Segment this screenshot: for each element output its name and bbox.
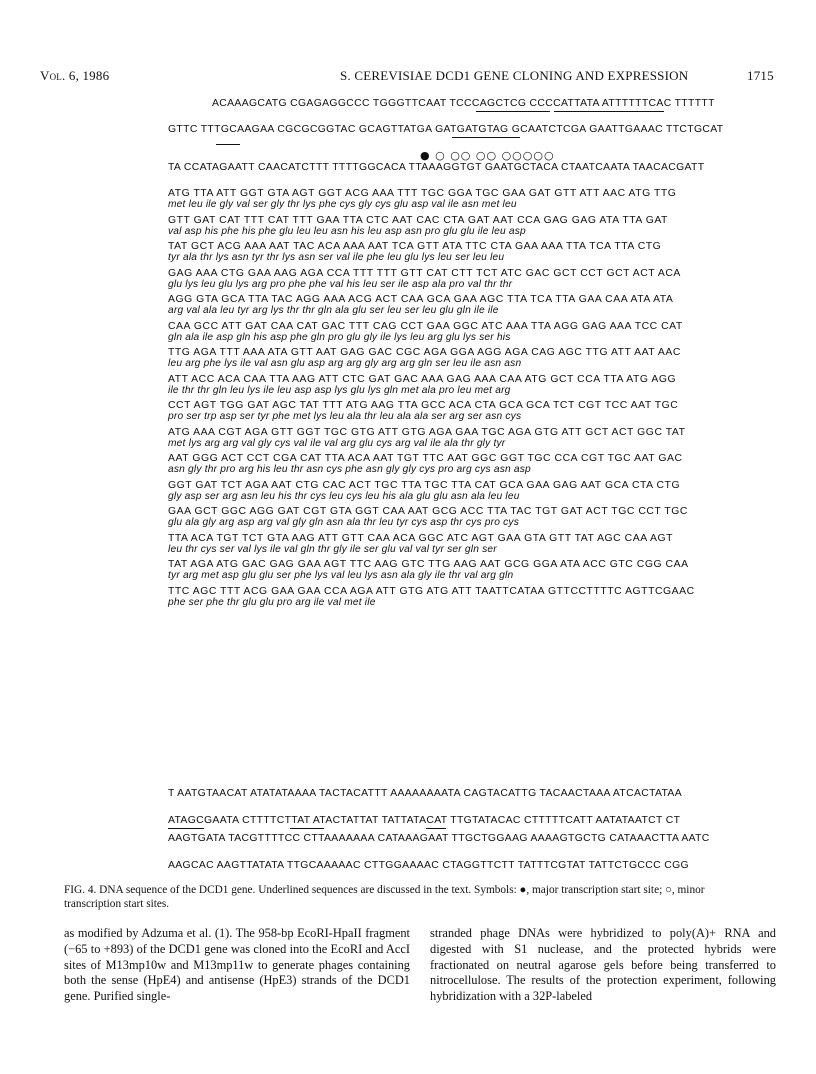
amino-acid-line: glu lys leu glu lys arg pro phe phe val his leu ser ile asp ala pro val thr thr (168, 278, 513, 290)
amino-acid-line: val asp his phe his phe glu leu leu asn his leu asp asn pro glu glu ile leu asp (168, 225, 526, 237)
underline-t-rich-1 (554, 111, 664, 112)
amino-acid-line: glu ala gly arg asp arg val gly gln asn ala thr leu tyr cys asp thr cys pro cys (168, 517, 520, 528)
amino-acid-line: tyr ala thr lys asn tyr thr lys asn ser val ile phe leu glu lys leu ser leu leu (168, 252, 505, 263)
codon-line: CAA GCC ATT GAT CAA CAT GAC TTT CAG CCT GAA GGC ATC AAA TTA AGG GAG AAA TCC CAT (168, 320, 683, 332)
running-header-volume: Vol. 6, 1986 (40, 68, 110, 83)
amino-acid-line: gly asp ser arg asn leu his thr cys leu cys leu his ala glu glu asn ala leu leu (168, 490, 520, 502)
codon-line: ATG TTA ATT GGT GTA AGT GGT ACG AAA TTT TGC GGA TGC GAA GAT GTT ATT AAC ATG TTG (168, 188, 677, 199)
downstream-seq-line-1: T AATGTAACAT ATATATAAAA TACTACATTT AAAAAAAATA CAGTACATTG TACAACTAAA ATCACTATAA (168, 788, 682, 799)
underline-downstream-2 (290, 828, 324, 829)
codon-line: AGG GTA GCA TTA TAC AGG AAA ACG ACT CAA GCA GAA AGC TTA TCA TTA GAA CAA ATA ATA (168, 294, 674, 305)
downstream-seq-line-4: AAGCAC AAGTTATATA TTGCAAAAAC CTTGGAAAAC CTAGGTTCTT TATTTCGTAT TATTCTGCCC CGG (168, 860, 689, 871)
underline-tata-box (476, 111, 550, 112)
downstream-seq-line-3: AAGTGATA TACGTTTTCC CTTAAAAAAA CATAAAGAAT TTGCTGGAAG AAAAGTGCTG CATAAACTTA AATC (168, 833, 710, 844)
amino-acid-line: phe ser phe thr glu glu pro arg ile val met ile (168, 596, 376, 608)
body-text-right: stranded phage DNAs were hybridized to poly(A)+ RNA and digested with S1 nuclease, and the protected hybrids were fractionated on neutral agarose gels before being transferred to nitrocellulose. The results of the protection experiment, following hybridization with a 32P-labeled (430, 926, 776, 1004)
amino-acid-line: tyr arg met asp glu glu ser phe lys val leu lys asn ala gly ile thr val arg gln (168, 570, 514, 581)
upstream-seq-line-2: GTTC TTTGCAAGAA CGCGCGGTAC GCAGTTATGA GATGATGTAG GCAATCTCGA GAATTGAAAC TTCTGCAT (168, 124, 724, 135)
caption-label: FIG. 4. (64, 884, 97, 896)
codon-line: TTG AGA TTT AAA ATA GTT AAT GAG GAC CGC AGA GGA AGG AGA CAG AGC TTG ATT AAT AAC (168, 347, 681, 358)
codon-line: TAT GCT ACG AAA AAT TAC ACA AAA AAT TCA GTT ATA TTC CTA GAA AAA TTA TCA TTA CTG (168, 241, 662, 252)
amino-acid-line: arg val ala leu tyr arg lys thr thr gln ala glu ser leu ser leu glu gln ile ile (168, 305, 499, 316)
page-number: 1715 (747, 68, 774, 83)
amino-acid-line: leu arg phe lys ile val asn glu asp arg arg gly arg arg gln ser leu ile asn asn (168, 358, 522, 369)
amino-acid-line: met lys arg arg val gly cys val ile val arg glu cys arg val ile ala thr gly tyr (168, 437, 506, 449)
downstream-seq-line-2: ATAGCGAATA CTTTTCTTAT ATACTATTAT TATTATACAT TTGTATACAC CTTTTTCATT AATATAATCT CT (168, 815, 681, 826)
amino-acid-line: met leu ile gly val ser gly thr lys phe cys gly cys glu asp val ile asn met leu (168, 199, 517, 210)
upstream-seq-line-3: TA CCATAGAATT CAACATCTTT TTTTGGCACA TTAAAGGTGT GAATGCTACA CTAATCAATA TAACACGATT (168, 162, 705, 173)
body-text-left: as modified by Adzuma et al. (1). The 958-bp EcoRI-HpaII fragment (−65 to +893) of the DCD1 gene was cloned into the EcoRI and AccI sites of M13mp10w and M13mp11w to generate phages containing both the sense (HpE4) and antisense (HpE3) strands of the DCD1 gene. Purified single- (64, 926, 410, 1004)
underline-downstream-1 (168, 828, 204, 829)
running-header-title: S. CEREVISIAE DCD1 GENE CLONING AND EXPRESSION (340, 68, 689, 83)
codon-line: ATT ACC ACA CAA TTA AAG ATT CTC GAT GAC AAA GAG AAA CAA ATG GCT CCA TTA ATG AGG (168, 373, 677, 385)
amino-acid-line: pro ser trp asp ser tyr phe met lys leu ala thr leu ala ala ser arg ser asn cys (168, 411, 522, 422)
upstream-seq-line-1: ACAAAGCATG CGAGAGGCCC TGGGTTCAAT TCCCAGCTCG CCCCATTATA ATTTTTTCAC TTTTTT (212, 98, 715, 109)
codon-line: GAA GCT GGC AGG GAT CGT GTA GGT CAA AAT GCG ACC TTA TAC TGT GAT ACT TGC CCT TGC (168, 506, 688, 517)
codon-line: ATG AAA CGT AGA GTT GGT TGC GTG ATT GTG AGA GAA TGC AGA GTG ATT GCT ACT GGC TAT (168, 426, 686, 438)
codon-line: TTA ACA TGT TCT GTA AAG ATT GTT CAA ACA GGC ATC AGT GAA GTA GTT TAT AGC CAA AGT (168, 532, 673, 544)
underline-downstream-3 (426, 828, 446, 829)
codon-line: CCT AGT TGG GAT AGC TAT TTT ATG AAG TTA GCC ACA CTA GCA GCA TCT CGT TCC AAT TGC (168, 400, 679, 411)
amino-acid-line: gln ala ile asp gln his asp phe gln pro glu gly ile lys leu arg glu lys ser his (168, 331, 511, 343)
codon-line: TTC AGC TTT ACG GAA GAA CCA AGA ATT GTG ATG ATT TAATTCATAA GTTCCTTTTC AGTTCGAAC (168, 585, 695, 597)
codon-line: GGT GAT TCT AGA AAT CTG CAC ACT TGC TTA TGC TTA CAT GCA GAA GAG AAT GCA CTA CTG (168, 479, 681, 491)
amino-acid-line: ile thr thr gln leu lys ile leu asp asp lys glu lys gln met ala pro leu met arg (168, 384, 511, 396)
transcription-start-symbols: ● ○ ○○ ○○ ○○○○○ (420, 149, 555, 162)
codon-line: GAG AAA CTG GAA AAG AGA CCA TTT TTT GTT CAT CTT TCT ATC GAC GCT CCT GCT ACT ACA (168, 267, 681, 279)
amino-acid-line: asn gly thr pro arg his leu thr asn cys phe asn gly gly cys pro arg cys asn asp (168, 464, 531, 475)
underline-motif-2 (216, 144, 240, 145)
caption-text: DNA sequence of the DCD1 gene. Underlined sequences are discussed in the text. Symbols: ●, major transcription start site; ○, minor transcription start sites. (64, 884, 705, 910)
codon-line: AAT GGG ACT CCT CGA CAT TTA ACA AAT TGT TTC AAT GGC GGT TGC CCA CGT TGC AAT GAC (168, 453, 683, 464)
amino-acid-line: leu thr cys ser val lys ile val gln thr gly ile ser glu val val tyr ser gln ser (168, 543, 497, 555)
codon-line: GTT GAT CAT TTT CAT TTT GAA TTA CTC AAT CAC CTA GAT AAT CCA GAG GAG ATA TTA GAT (168, 214, 668, 226)
codon-line: TAT AGA ATG GAC GAG GAA AGT TTC AAG GTC TTG AAG AAT GCG GGA ATA ACC GTC CGG CAA (168, 559, 689, 570)
underline-motif-1 (452, 137, 520, 138)
figure-caption (64, 883, 764, 911)
